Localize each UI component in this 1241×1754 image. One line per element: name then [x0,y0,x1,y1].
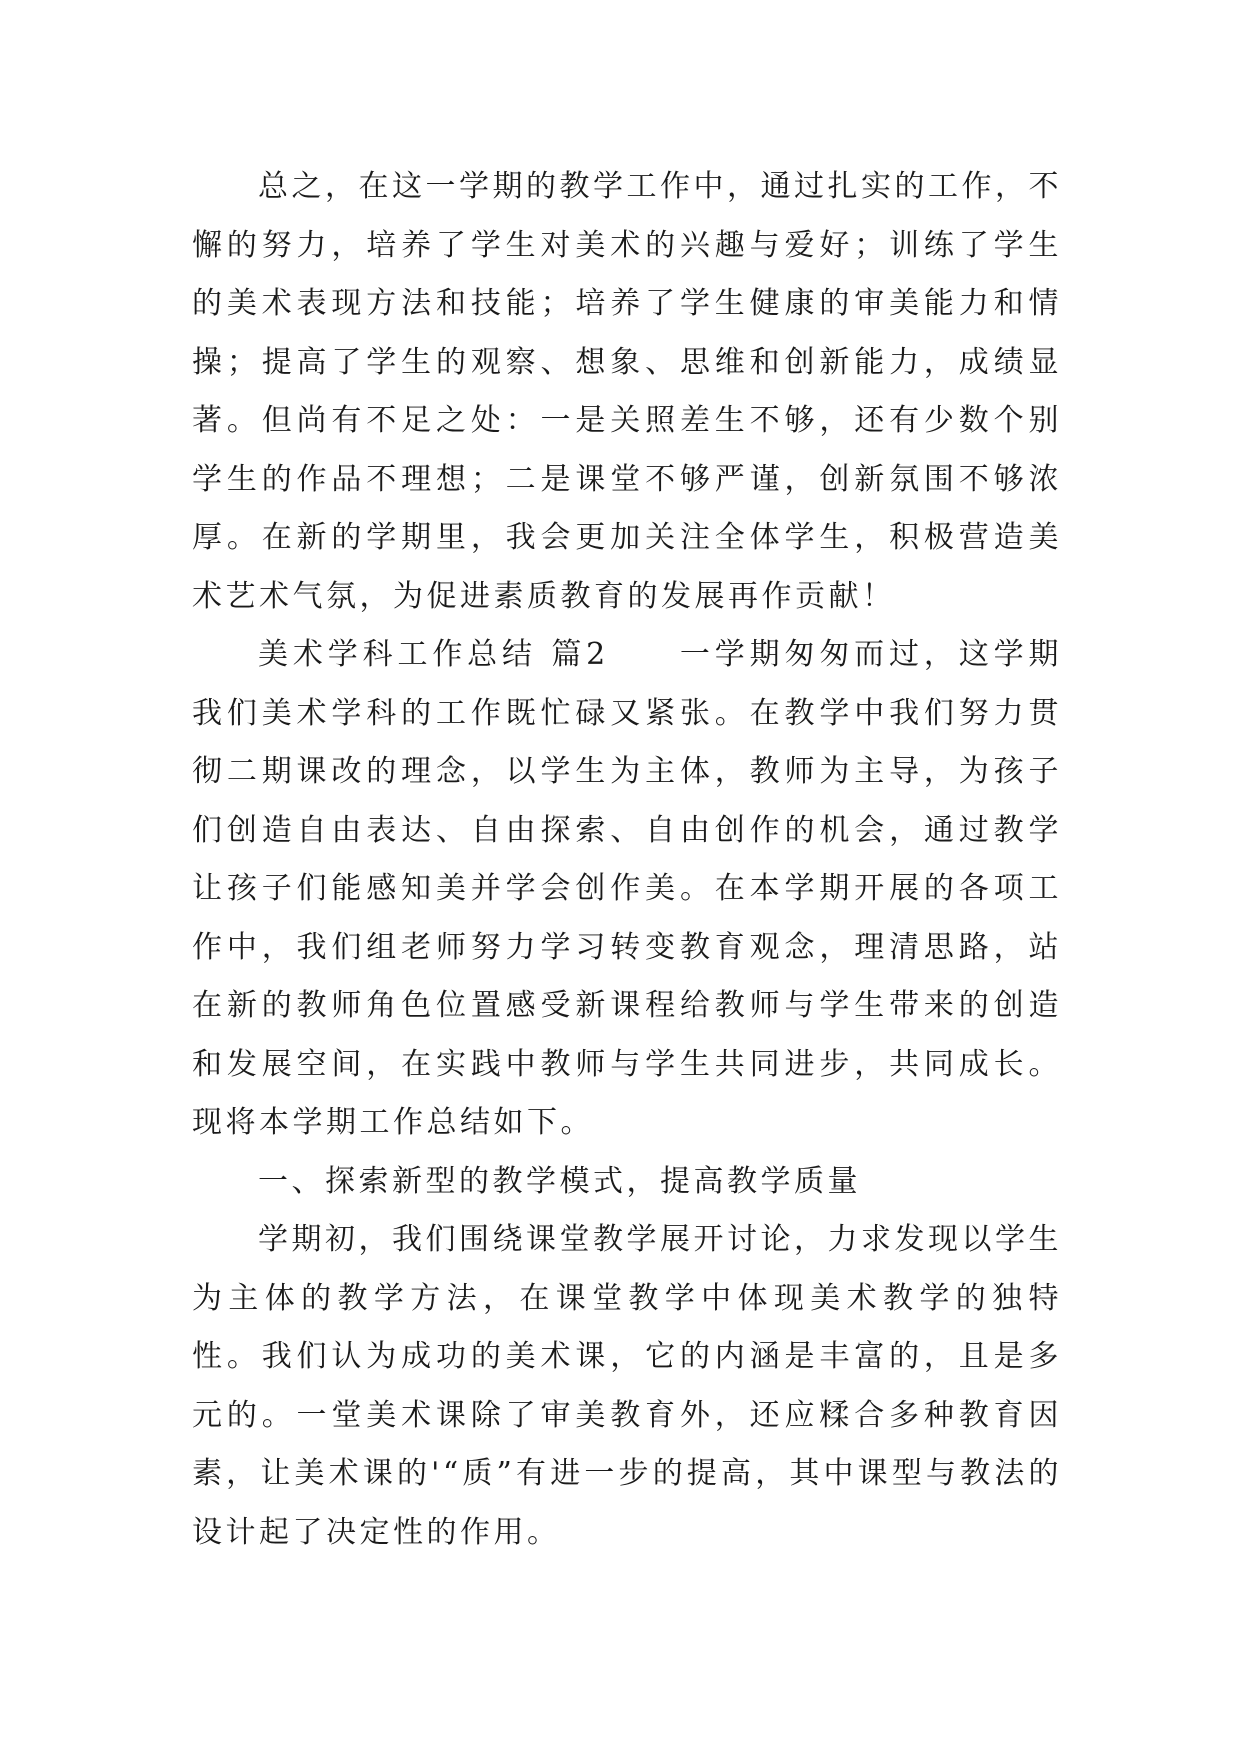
section-heading: 一、探索新型的教学模式，提高教学质量 [258,1163,861,1199]
paragraph-summary: 总之，在这一学期的教学工作中，通过扎实的工作，不懈的努力，培养了学生对美术的兴趣与爱好；训练了学生的美术表现方法和技能；培养了学生健康的审美能力和情操；提高了学生的观察、想象、思维和创新能力，成绩显著。但尚有不足之处：一是关照差生不够，还有少数个别学生的作品不理想；二是课堂不够严谨，创新氛围不够浓厚。在新的学期里，我会更加关注全体学生，积极营造美术艺术气氛，为促进素质教育的发展再作贡献！ [192,169,1062,614]
paragraph-semester-start: 学期初，我们围绕课堂教学展开讨论，力求发现以学生为主体的教学方法，在课堂教学中体现美术教学的独特性。我们认为成功的美术课，它的内涵是丰富的，且是多元的。一堂美术课除了审美教育外，还应糅合多种教育因素，让美术课的'“质”有进一步的提高，其中课型与教法的设计起了决定性的作用。 [192,1222,1062,1550]
document-body [192,158,1062,1562]
paragraph-article-2-intro: 美术学科工作总结 篇2 一学期匆匆而过，这学期我们美术学科的工作既忙碌又紧张。在教学中我们努力贯彻二期课改的理念，以学生为主体，教师为主导，为孩子们创造自由表达、自由探索、自由创作的机会，通过教学让孩子们能感知美并学会创作美。在本学期开展的各项工作中，我们组老师努力学习转变教育观念，理清思路，站在新的教师角色位置感受新课程给教师与学生带来的创造和发展空间，在实践中教师与学生共同进步，共同成长。现将本学期工作总结如下。 [192,637,1062,1140]
